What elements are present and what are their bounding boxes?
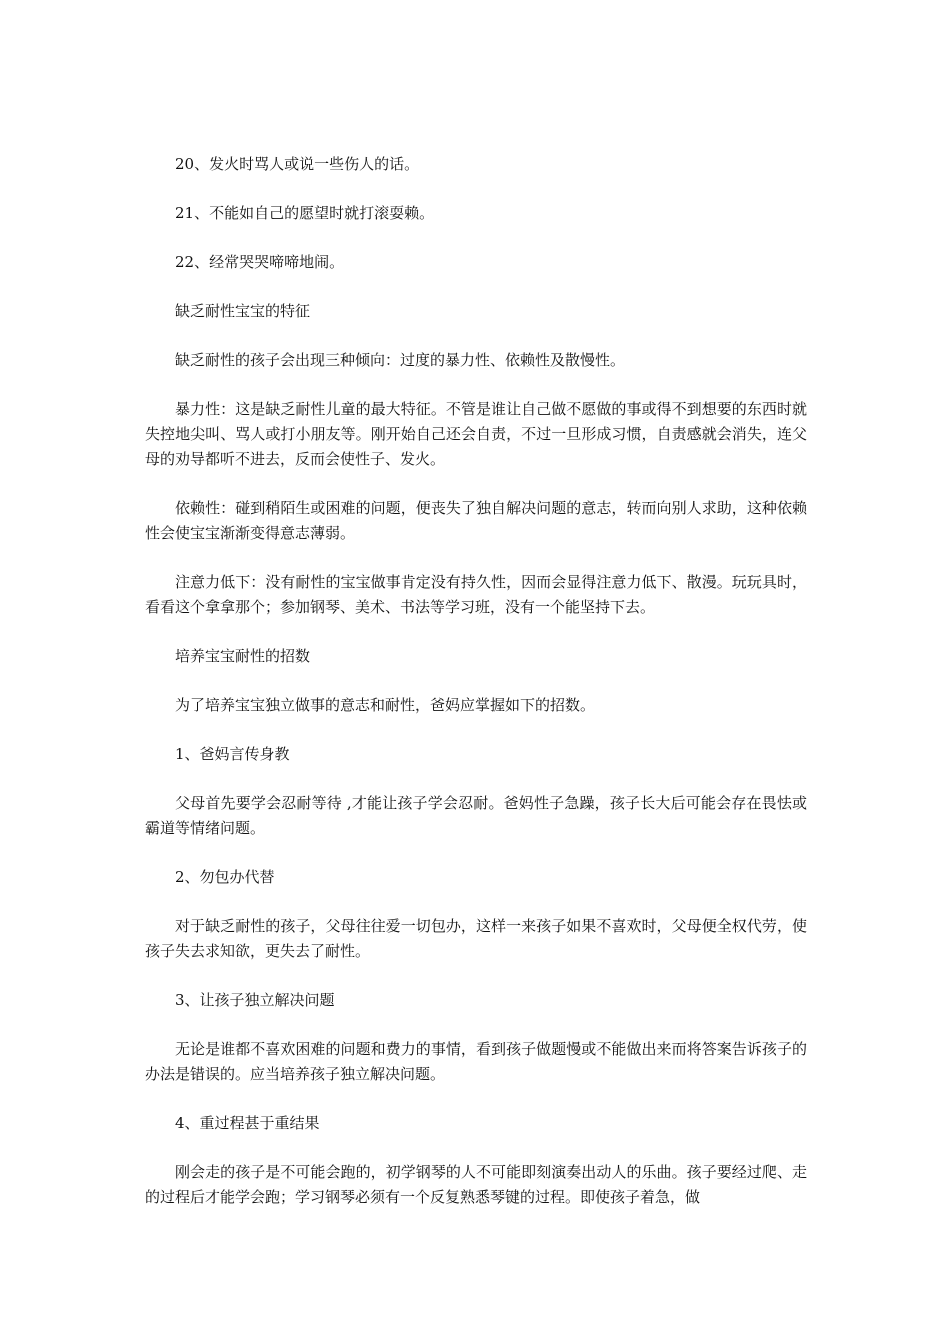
method-paragraph-4: 刚会走的孩子是不可能会跑的，初学钢琴的人不可能即刻演奏出动人的乐曲。孩子要经过爬、走的过程后才能学会跑；学习钢琴必须有一个反复熟悉琴键的过程。即使孩子着急，做	[145, 1163, 807, 1206]
method-heading-4: 4、重过程甚于重结果	[175, 1114, 320, 1132]
section-heading-traits: 缺乏耐性宝宝的特征	[175, 302, 311, 320]
method-paragraph-2: 对于缺乏耐性的孩子，父母往往爱一切包办，这样一来孩子如果不喜欢时，父母便全权代劳，使孩子失去求知欲，更失去了耐性。	[145, 917, 807, 960]
paragraph-methods-intro: 为了培养宝宝独立做事的意志和耐性，爸妈应掌握如下的招数。	[175, 696, 596, 714]
list-item-22: 22、经常哭哭啼啼地闹。	[175, 253, 345, 271]
list-item-21: 21、不能如自己的愿望时就打滚耍赖。	[175, 204, 435, 222]
method-heading-1: 1、爸妈言传身教	[175, 745, 290, 763]
paragraph-tendencies: 缺乏耐性的孩子会出现三种倾向：过度的暴力性、依赖性及散慢性。	[175, 351, 626, 369]
document-body	[145, 152, 807, 1234]
paragraph-violence: 暴力性：这是缺乏耐性儿童的最大特征。不管是谁让自己做不愿做的事或得不到想要的东西时就失控地尖叫、骂人或打小朋友等。刚开始自己还会自责，不过一旦形成习惯，自责感就会消失，连父母的劝导都听不进去，反而会使性子、发火。	[145, 400, 807, 468]
method-paragraph-3: 无论是谁都不喜欢困难的问题和费力的事情，看到孩子做题慢或不能做出来而将答案告诉孩子的办法是错误的。应当培养孩子独立解决问题。	[145, 1040, 807, 1083]
list-item-20: 20、发火时骂人或说一些伤人的话。	[175, 155, 420, 173]
paragraph-dependence: 依赖性：碰到稍陌生或困难的问题，便丧失了独自解决问题的意志，转而向别人求助，这种依赖性会使宝宝渐渐变得意志薄弱。	[145, 499, 807, 542]
section-heading-methods: 培养宝宝耐性的招数	[175, 647, 311, 665]
paragraph-attention: 注意力低下：没有耐性的宝宝做事肯定没有持久性，因而会显得注意力低下、散漫。玩玩具时，看看这个拿拿那个；参加钢琴、美术、书法等学习班，没有一个能坚持下去。	[145, 573, 807, 616]
method-paragraph-1: 父母首先要学会忍耐等待 ,才能让孩子学会忍耐。爸妈性子急躁，孩子长大后可能会存在畏怯或霸道等情绪问题。	[145, 794, 807, 837]
method-heading-3: 3、让孩子独立解决问题	[175, 991, 335, 1009]
method-heading-2: 2、勿包办代替	[175, 868, 275, 886]
